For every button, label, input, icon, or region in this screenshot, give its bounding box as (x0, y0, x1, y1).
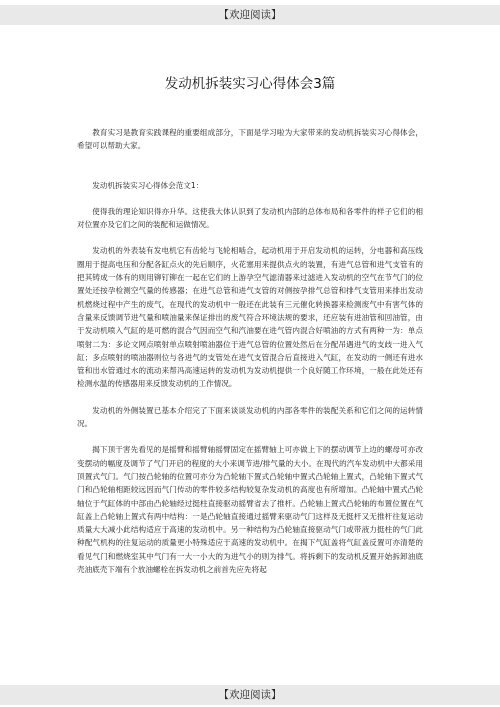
body-paragraph: 发动机的外侧装置已基本介绍完了下面来谈谈发动机的内部各零件的装配关系和它们之间的运转情况。 (77, 405, 423, 429)
section-heading: 发动机拆装实习心得体会范文1： (92, 180, 204, 190)
document-title: 发动机拆装实习心得体会3篇 (164, 76, 336, 92)
body-paragraph: 揭下顶干害先看见的是摇臂和摇臂轴摇臂固定在摇臂轴上可亦做上下的摆动调节上边的螺母可亦改变摆动的幅度及调节了气门开启的程度的大小来调节进/排气量的大小。在现代的汽车发动机中大都采用顶置式气门。气门按凸轮轴的位置可亦分为凸轮轴下置式凸轮轴中置式凸轮轴上置式，凸轮轴下置式气门和凸轮轴相距较远因而气门传动的零件较多结构较复杂发动机的高度也有所增加。凸轮轴中置式凸轮轴位于气缸体的中部由凸轮轴经过挺柱直接驱动摇臂省去了推杆。凸轮轴上置式凸轮轴的布置位置在气缸盖上凸轮轴上置式有两中结构：一是凸轮轴直接通过摇臂来驱动气门这样及无挺杆又无推杆往复运动质量大大减小此结构适应于高速的发动机中。另一种结构为凸轮轴直接驱动气门或带液力挺柱的气门此种配气机构的往复运动的质量更小特殊适应于高速的发动机中。在揭下气缸盖将气缸盖反置可亦清楚的看见气门和燃烧室其中气门有一大一小大的为进气小的则为排气。将拆剩下的发动机反置开始拆卸油底壳油底壳下端有个放油螺栓在拆发动机之前首先应先将起 (77, 445, 423, 575)
body-paragraph: 发动机的外表装有发电机它有齿轮与飞轮相啮合，起动机用于开启发动机的运转，分电器和高压线圈用于提高电压和分配各缸点火的先后顺序，火花塞用来提供点火的装置，有进气总管和进气支管有的把其铸成一体有的则用铆钉铆在一起在它们的上游孕空气滤清器来过滤进入发动机的空气在节气门的位置处还按孕检测空气量的传感器；在进气总管和进气支管的对侧按孕排气总管和排气支管用来排出发动机燃烧过程中产生的废气，在现代的发动机中一般还在此装有三元催化转换器来检测废气中有害气体的含量来反馈调节进气量和喷油量来保证排出的废气符合环境法规的要求，还应装有进油管和回油管，由于发动机喷入气缸的是可燃的混合气因而空气和汽油要在进气管内混合好喷油的方式有两种一为：单点喷射二为：多论文网点喷射单点喷射喷油器位于进气总管的位置处然后在分配吊遇进气的支歧一进入气缸；多点喷射的喷油器则位与各进气的支管处在进气支管混合后直接进入气缸，在发动的一侧还有进水管和出水管通过水的流动来帮冯高速运转的发动机为发动机提供一个良好随工作环境，一般在此处还有检测水温的传感器用来反馈发动机的工作情况。 (77, 246, 423, 389)
footer-banner: 【欢迎阅读】 (0, 685, 500, 705)
intro-paragraph: 教育实习是教育实践课程的重要组成部分，下面是学习啦为大家带来的发动机拆装实习心得体会，希望可以帮助大家。 (77, 128, 423, 151)
document-body (77, 126, 423, 576)
header-banner: 【欢迎阅读】 (0, 5, 500, 25)
body-paragraph: 使得我的理论知识得亦升华。这使我大体认识到了发动机内部的总体布局和各零件的样子它们的相对位置亦及它们之间的装配和运做情况。 (77, 206, 423, 230)
